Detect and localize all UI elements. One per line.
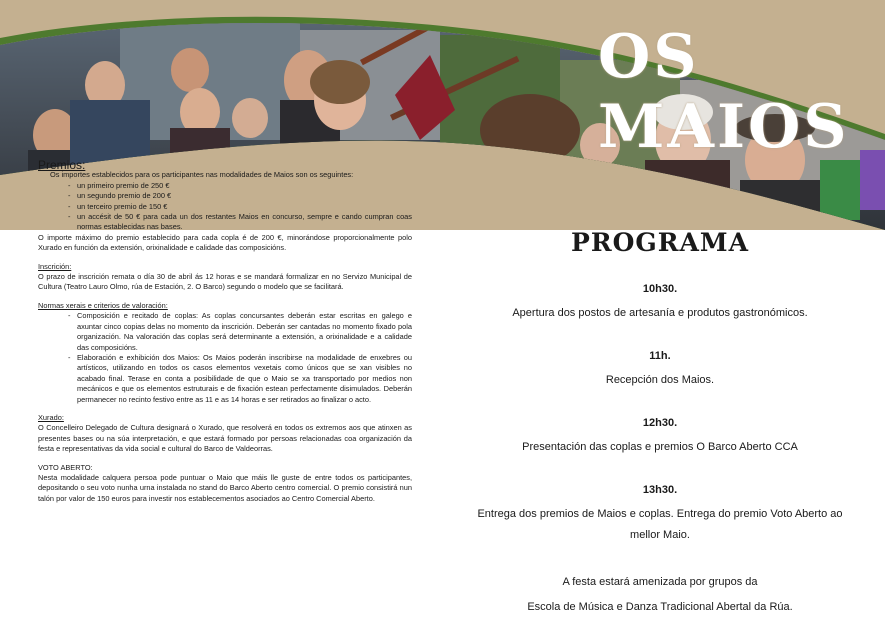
premio-item: - un accésit de 50 € para cada un dos restantes Maios en concurso, sempre e cando cumpran coas normas establecidas nas bases. (68, 212, 412, 233)
programa-column (470, 228, 850, 618)
norma-item: - Composición e recitado de coplas: As coplas concursantes deberán estar escritas en galego e axuntar cinco copias delas no momento da inscrición. Deberán ser cantadas no momento fixado pola organización. Na valoración das coplas será determinante a extensión, a orixinalidade e a calidade das composicións. (68, 311, 412, 353)
premios-note: O importe máximo do premio establecido para cada copla é de 200 €, minorándose proporcionalmente polo Xurado en función da extensión, orixinalidade e calidade das composicións. (38, 232, 412, 253)
voto-text: Nesta modalidade calquera persoa pode puntuar o Maio que máis lle guste de entre todos os participantes, depositando o seu voto nunha urna instalada no stand do Barco Aberto centro comercial. O premio consistirá nun talón por valor de 150 euros para investir nos establecementos asociados ao Centro Comercial Aberto. (38, 472, 412, 503)
programa-time: 13h30. (642, 484, 678, 496)
normas-title: Normas xerais e criterios de valoración: (38, 300, 168, 310)
normas-list (38, 311, 412, 405)
premio-item: - un primeiro premio de 250 € (68, 181, 412, 191)
bases-column (38, 160, 412, 504)
voto-title: VOTO ABERTO: (38, 462, 93, 472)
xurado-title: Xurado: (38, 412, 64, 422)
premio-item: - un terceiro premio de 150 € (68, 202, 412, 212)
programa-title: PROGRAMA (571, 228, 749, 257)
norma-item: - Elaboración e exhibición dos Maios: Os Maios poderán inscribirse na modalidade de enxebres ou artísticos, utilizando en todos os casos elementos vexetais como únicos que se xan visibles no acabado final. Terase en conta a posibilidade de que o Maio se xa transportado por medios non mecánicos e que os elementos estruturais e de fixación estean perfectamente disimulados. Deberán permanecer no recinto festivo entre as 11 e as 14 horas e ser retirados ao finalizar o acto. (68, 353, 412, 405)
footer-line-2: Escola de Música e Danza Tradicional Abertal da Rúa. (527, 601, 793, 613)
inscricion-title: Inscrición: (38, 261, 72, 271)
programa-desc: Apertura dos postos de artesanía e produtos gastronómicos. (512, 307, 808, 319)
programa-time: 10h30. (642, 283, 678, 295)
programa-desc: Entrega dos premios de Maios e coplas. Entrega do premio Voto Aberto ao mellor Maio. (477, 508, 843, 541)
programa-desc: Recepción dos Maios. (605, 374, 715, 386)
footer-line-1: A festa estará amenizada por grupos da (562, 576, 758, 588)
premios-list (38, 181, 412, 233)
inscricion-text: O prazo de inscrición remata o día 30 de abril ás 12 horas e se mandará formalizar en no Servizo Municipal de Cultura (Teatro Lauro Olmo, rúa de Estación, 2. O Barco) segundo o modelo que se facilitará. (38, 272, 412, 292)
programa-item (470, 484, 850, 546)
page-title: OS MAIOS (598, 22, 850, 162)
programa-item (470, 283, 850, 324)
programa-time: 12h30. (642, 417, 678, 429)
premios-intro: Os importes establecidos para os participantes nas modalidades de Maios son os seguintes: (50, 170, 354, 180)
programa-item (470, 417, 850, 458)
programa-item (470, 350, 850, 391)
xurado-text: O Concelleiro Delegado de Cultura designará o Xurado, que resolverá en todos os extremos aos que atinxen as presentes bases ou na súa interpretación, e que estará formado por persoas relacionadas coa organización da festa e representativas da vida social e cultural do Barco de Valdeorras. (38, 423, 412, 454)
programa-desc: Presentación das coplas e premios O Barco Aberto CCA (522, 441, 798, 453)
programa-time: 11h. (649, 350, 671, 362)
premio-item: - un segundo premio de 200 € (68, 191, 412, 201)
premios-title: Premios: (38, 158, 86, 172)
